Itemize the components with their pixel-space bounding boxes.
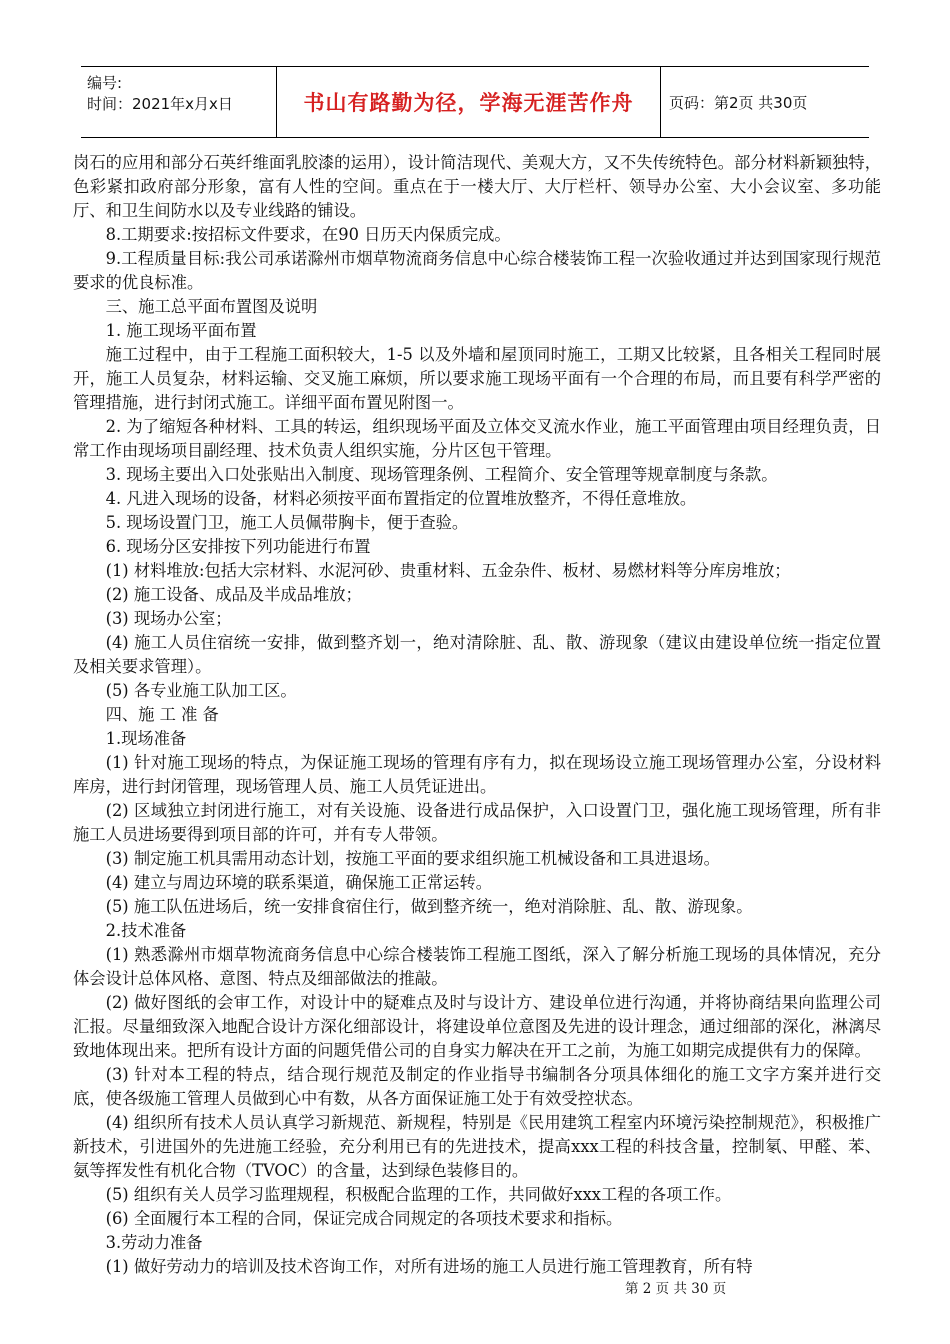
document-body [73, 151, 881, 1279]
paragraph: (4) 施工人员住宿统一安排，做到整齐划一，绝对清除脏、乱、散、游现象（建议由建设单位统一指定位置及相关要求管理）。 [73, 633, 881, 676]
paragraph: 9.工程质量目标:我公司承诺滁州市烟草物流商务信息中心综合楼装饰工程一次验收通过并达到国家现行规范要求的优良标准。 [73, 249, 881, 292]
header-meta [81, 67, 277, 137]
time-label: 时间：2021年x月x日 [87, 95, 233, 113]
paragraph: (4) 建立与周边环境的联系渠道，确保施工正常运转。 [105, 873, 493, 892]
paragraph: 4. 凡进入现场的设备，材料必须按平面布置指定的位置堆放整齐，不得任意堆放。 [105, 489, 697, 508]
page-footer: 第 2 页 共 30 页 [625, 1281, 727, 1297]
header-page-info [661, 67, 869, 137]
paragraph: (2) 区域独立封闭进行施工，对有关设施、设备进行成品保护，入口设置门卫，强化施工现场管理，所有非施工人员进场要得到项目部的许可，并有专人带领。 [73, 801, 881, 844]
paragraph: 施工过程中，由于工程施工面积较大，1-5 以及外墙和屋顶同时施工，工期又比较紧，且各相关工程同时展开，施工人员复杂，材料运输、交叉施工麻烦，所以要求施工现场平面有一个合理的布局，而且要有科学严密的管理措施，进行封闭式施工。详细平面布置见附图一。 [73, 345, 881, 412]
paragraph: (4) 组织所有技术人员认真学习新规范、新规程，特别是《民用建筑工程室内环境污染控制规范》，积极推广新技术，引进国外的先进施工经验，充分利用已有的先进技术，提高xxx工程的科技含量，控制氡、甲醛、苯、氨等挥发性有机化合物（TVOC）的含量，达到绿色装修目的。 [73, 1113, 881, 1180]
header-motto-cell [277, 67, 661, 137]
motto-text: 书山有路勤为径，学海无涯苦作舟 [303, 91, 634, 115]
paragraph: 2.技术准备 [105, 921, 187, 940]
paragraph: (2) 施工设备、成品及半成品堆放； [105, 585, 362, 604]
paragraph: 2. 为了缩短各种材料、工具的转运，组织现场平面及立体交叉流水作业，施工平面管理由项目经理负责，日常工作由现场项目副经理、技术负责人组织实施，分片区包干管理。 [73, 417, 881, 460]
number-label: 编号: [87, 74, 123, 92]
paragraph: (3) 针对本工程的特点，结合现行规范及制定的作业指导书编制各分项具体细化的施工文字方案并进行交底，使各级施工管理人员做到心中有数，从各方面保证施工处于有效受控状态。 [73, 1065, 881, 1108]
paragraph: (5) 组织有关人员学习监理规程，积极配合监理的工作，共同做好xxx工程的各项工作。 [105, 1185, 732, 1204]
paragraph: (1) 针对施工现场的特点，为保证施工现场的管理有序有力，拟在现场设立施工现场管理办公室，分设材料库房，进行封闭管理，现场管理人员、施工人员凭证进出。 [73, 753, 881, 796]
paragraph: 三、施工总平面布置图及说明 [105, 297, 318, 316]
paragraph: (1) 材料堆放:包括大宗材料、水泥河砂、贵重材料、五金杂件、板材、易燃材料等分库房堆放； [105, 561, 791, 580]
paragraph: 1.现场准备 [105, 729, 187, 748]
paragraph: 8.工期要求:按招标文件要求，在90 日历天内保质完成。 [105, 225, 511, 244]
paragraph: 岗石的应用和部分石英纤维面乳胶漆的运用），设计简洁现代、美观大方，又不失传统特色。部分材料新颖独特，色彩紧扣政府部分形象，富有人性的空间。重点在于一楼大厅、大厅栏杆、领导办公室、大小会议室、多功能厅、和卫生间防水以及专业线路的铺设。 [73, 153, 881, 220]
paragraph: (2) 做好图纸的会审工作，对设计中的疑难点及时与设计方、建设单位进行沟通，并将协商结果向监理公司汇报。尽量细致深入地配合设计方深化细部设计，将建设单位意图及先进的设计理念，通过细部的深化，淋漓尽致地体现出来。把所有设计方面的问题凭借公司的自身实力解决在开工之前，为施工如期完成提供有力的保障。 [73, 993, 881, 1060]
paragraph: (1) 做好劳动力的培训及技术咨询工作，对所有进场的施工人员进行施工管理教育，所有特 [105, 1257, 753, 1276]
paragraph: (5) 各专业施工队加工区。 [105, 681, 297, 700]
paragraph: 1. 施工现场平面布置 [105, 321, 257, 340]
page-header [81, 66, 869, 138]
paragraph: 3. 现场主要出入口处张贴出入制度、现场管理条例、工程简介、安全管理等规章制度与条款。 [105, 465, 778, 484]
paragraph: 3.劳动力准备 [105, 1233, 203, 1252]
paragraph: (5) 施工队伍进场后，统一安排食宿住行，做到整齐统一，绝对消除脏、乱、散、游现象。 [105, 897, 753, 916]
paragraph: 四、施 工 准 备 [105, 705, 219, 724]
paragraph: (6) 全面履行本工程的合同，保证完成合同规定的各项技术要求和指标。 [105, 1209, 623, 1228]
paragraph: 5. 现场设置门卫，施工人员佩带胸卡，便于查验。 [105, 513, 469, 532]
paragraph: (3) 制定施工机具需用动态计划，按施工平面的要求组织施工机械设备和工具进退场。 [105, 849, 720, 868]
paragraph: (3) 现场办公室； [105, 609, 232, 628]
paragraph: 6. 现场分区安排按下列功能进行布置 [105, 537, 371, 556]
page-info-text: 页码：第2页 共30页 [669, 93, 808, 112]
paragraph: (1) 熟悉滁州市烟草物流商务信息中心综合楼装饰工程施工图纸，深入了解分析施工现场的具体情况，充分体会设计总体风格、意图、特点及细部做法的推敲。 [73, 945, 881, 988]
